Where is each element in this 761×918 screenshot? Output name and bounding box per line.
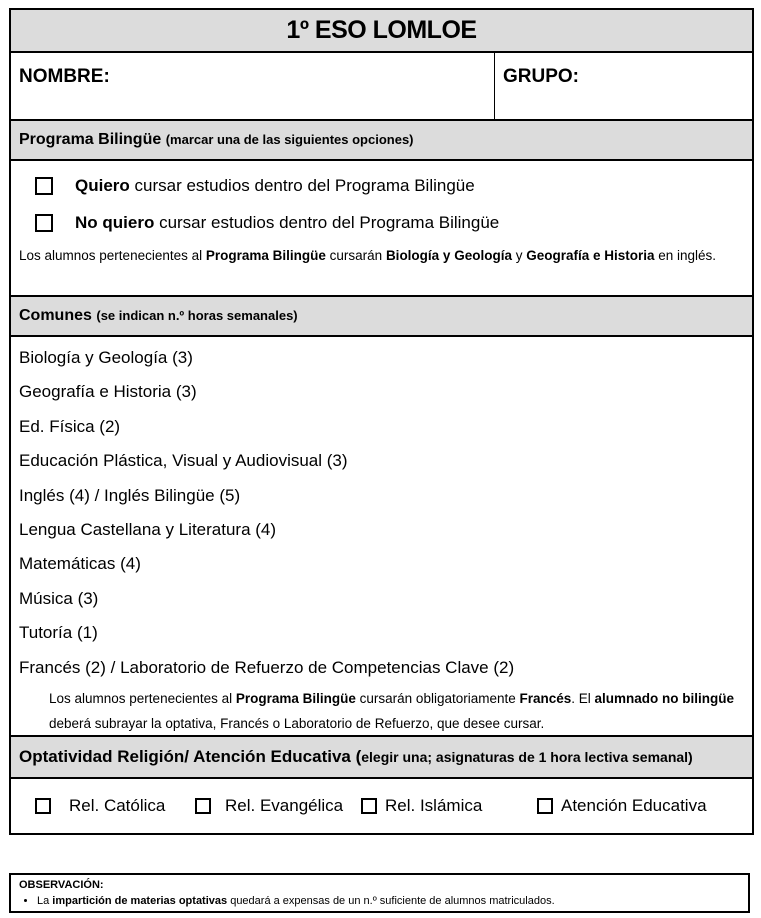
subject-item: Matemáticas (4) xyxy=(19,554,141,574)
observation-item: • La impartición de materias optativas quedará a expensas de un n.º suficiente de alumnos matriculados. xyxy=(37,893,740,909)
bilingue-note: Los alumnos pertenecientes al Programa Bilingüe cursarán Biología y Geología y Geografía e Historia en inglés. xyxy=(19,248,717,263)
optatividad-header-title: Optatividad Religión/ Atención Educativa ( xyxy=(19,747,362,766)
option-label: Rel. Islámica xyxy=(385,796,483,815)
subject-item: Tutoría (1) xyxy=(19,623,98,643)
nombre-field[interactable] xyxy=(11,53,495,119)
comunes-header-sub: (se indican n.º horas semanales) xyxy=(96,308,298,323)
observation-title: OBSERVACIÓN: xyxy=(19,879,104,891)
bilingue-option-no-quiero[interactable] xyxy=(19,204,744,241)
option-bold: No quiero xyxy=(75,212,155,232)
checkbox-icon[interactable] xyxy=(35,798,51,814)
option-atencion-educativa[interactable] xyxy=(537,796,707,816)
observation-box xyxy=(9,873,750,913)
bilingue-header-title: Programa Bilingüe xyxy=(19,131,162,148)
bilingue-header xyxy=(11,121,752,161)
subject-item: Ed. Física (2) xyxy=(19,416,121,436)
checkbox-icon[interactable] xyxy=(35,214,53,232)
student-info-row xyxy=(11,53,752,121)
subject-item: Música (3) xyxy=(19,588,99,608)
grupo-label: GRUPO: xyxy=(503,66,579,87)
option-label: Atención Educativa xyxy=(561,796,707,815)
subject-item: Educación Plástica, Visual y Audiovisual (3) xyxy=(19,451,348,471)
subject-item: Geografía e Historia (3) xyxy=(19,382,197,402)
grupo-field[interactable] xyxy=(495,53,752,119)
comunes-note: Los alumnos pertenecientes al Programa Bilingüe cursarán obligatoriamente Francés. El alumnado no bilingüe deberá subrayar la optativa, Francés o Laboratorio de Refuerzo, que desee cursar. xyxy=(49,690,735,731)
option-label: Rel. Evangélica xyxy=(225,796,344,815)
option-text: cursar estudios dentro del Programa Bilingüe xyxy=(129,175,475,195)
form-title: 1º ESO LOMLOE xyxy=(11,10,752,53)
option-bold: Quiero xyxy=(75,175,130,195)
subject-item: Lengua Castellana y Literatura (4) xyxy=(19,519,277,539)
optatividad-header xyxy=(11,737,752,779)
bilingue-option-quiero[interactable] xyxy=(19,167,744,204)
checkbox-icon[interactable] xyxy=(361,798,377,814)
bilingue-section xyxy=(11,161,752,297)
option-label: Rel. Católica xyxy=(69,796,166,815)
nombre-label: NOMBRE: xyxy=(19,66,110,87)
subject-item: Francés (2) / Laboratorio de Refuerzo de Competencias Clave (2) xyxy=(19,657,515,677)
subject-item: Biología y Geología (3) xyxy=(19,348,193,367)
option-text: cursar estudios dentro del Programa Bilingüe xyxy=(154,212,500,232)
checkbox-icon[interactable] xyxy=(35,177,53,195)
checkbox-icon[interactable] xyxy=(195,798,211,814)
checkbox-icon[interactable] xyxy=(537,798,553,814)
comunes-section xyxy=(11,337,752,737)
enrollment-form xyxy=(9,8,754,835)
optatividad-options xyxy=(11,779,752,835)
option-rel-islamica[interactable] xyxy=(361,796,537,816)
subject-item: Inglés (4) / Inglés Bilingüe (5) xyxy=(19,485,241,505)
option-rel-evangelica[interactable] xyxy=(195,796,361,816)
option-rel-catolica[interactable] xyxy=(35,796,195,816)
bilingue-header-sub: (marcar una de las siguientes opciones) xyxy=(165,132,414,147)
optatividad-header-sub: elegir una; asignaturas de 1 hora lectiva semanal) xyxy=(361,749,693,765)
comunes-header-title: Comunes xyxy=(19,307,92,324)
comunes-header xyxy=(11,297,752,337)
